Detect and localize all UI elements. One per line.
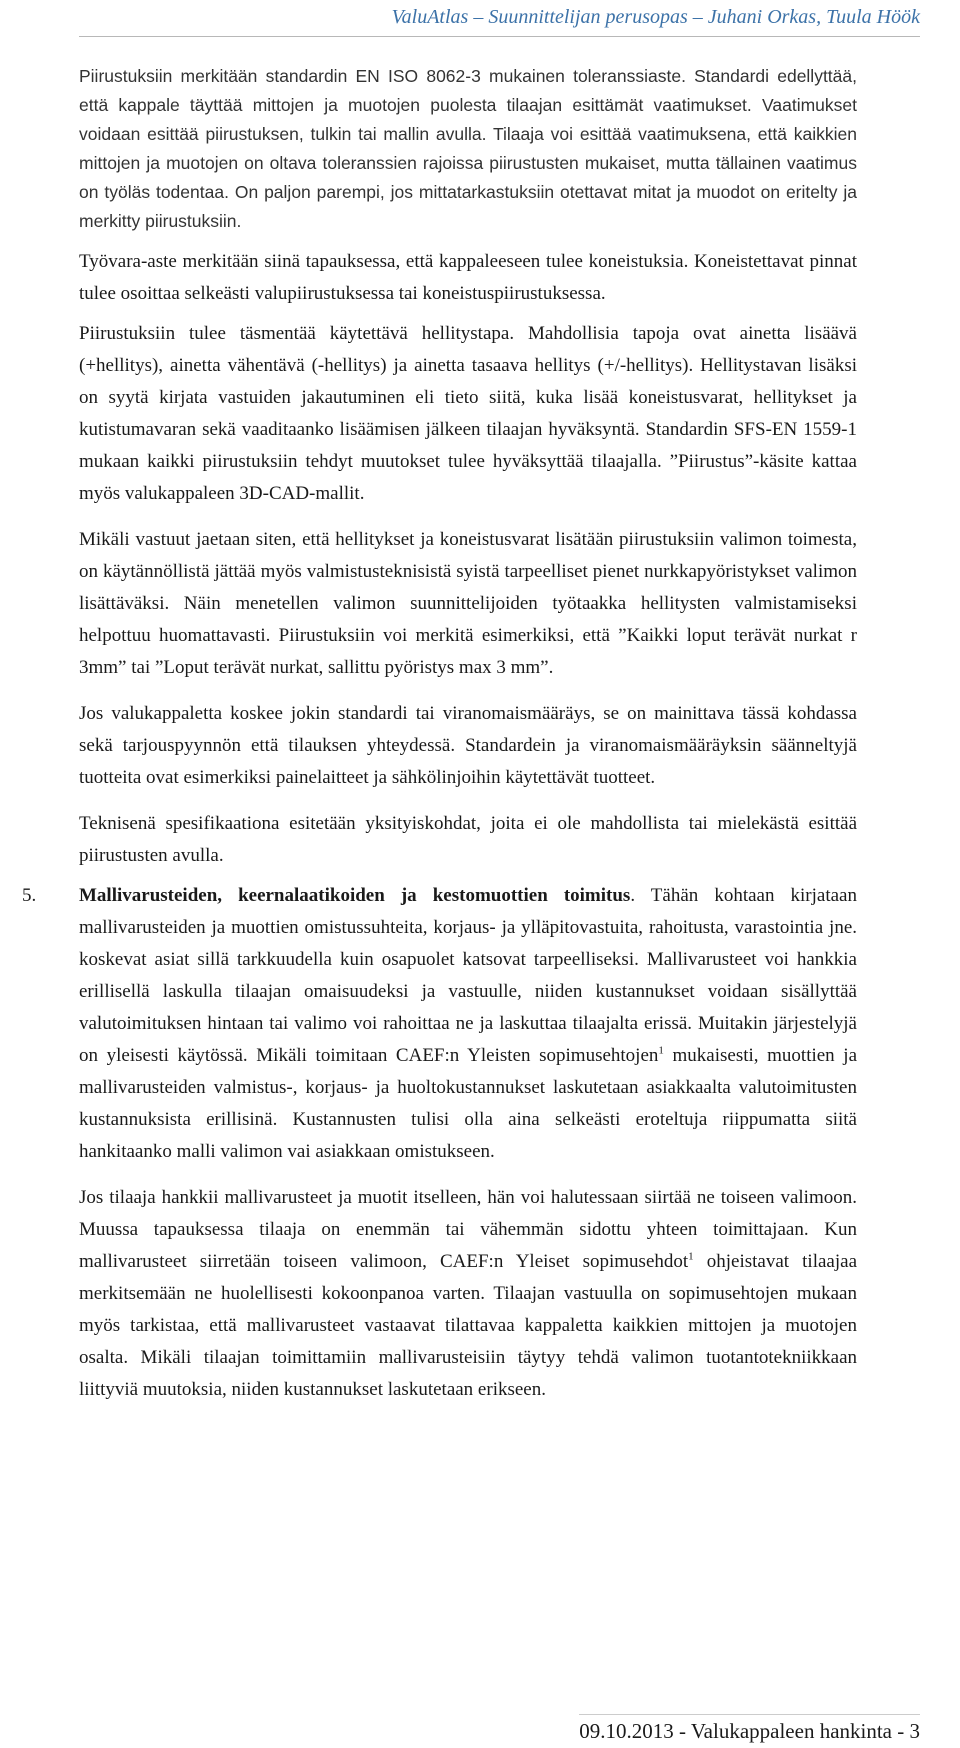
paragraph-draft: Piirustuksiin tulee täsmentää käytettävä hellitystapa. Mahdollisia tapoja ovat ainetta lisäävä (+hellitys), ainetta vähentävä (-hellitys) ja ainetta tasaava hellitys (+/-hellitys). Hellitystavan lisäksi on syytä kirjata vastuiden jakautuminen eli tieto siitä, kuka lisää koneistusvarat, hellitykset ja kutistumavaran sekä vaaditaanko lisäämisen jälkeen tilaajan hyväksyntä. Standardin SFS-EN 1559-1 mukaan kaikki piirustuksiin tehdyt muutokset tulee hyväksyttää tilaajalla. ”Piirustus”-käsite kattaa myös valukappaleen 3D-CAD-mallit. — [79, 323, 857, 504]
list-item-5 — [22, 880, 858, 1168]
footnote-ref: 1 — [658, 1044, 664, 1057]
paragraph-machining-allowance: Työvara-aste merkitään siinä tapauksessa, että kappaleeseen tulee koneistuksia. Koneistettavat pinnat tulee osoittaa selkeästi valupiirustuksessa tai koneistuspiirustuksessa. — [79, 251, 857, 304]
paragraph-text-b: ohjeistavat tilaajaa merkitsemään ne huolellisesti kokoonpanoa varten. Tilaajan vastuulla on sopimusehtojen mukaan myös tarkistaa, että mallivarusteet vastaavat tilattavaa kappaletta kaikkien mittojen ja muotojen osalta. Mikäli tilaajan toimittamiin mallivarusteisiin täytyy tehdä valimon tuotantotekniikkaan liittyviä muutoksia, niiden kustannukset laskutetaan erikseen. — [79, 1251, 857, 1400]
paragraph-pattern-transfer — [79, 1182, 857, 1406]
body-text — [22, 62, 858, 1414]
header-divider — [79, 36, 920, 37]
list-item-text-a: . Tähän kohtaan kirjataan mallivarusteiden ja muottien omistussuhteita, korjaus- ja ylläpitovastuita, rahoitusta, varastointia jne. koskevat asiat sillä tarkkuudella kuin osapuolet katsovat tarpeelliseksi. Mallivarusteet voi hankkia erillisellä laskulla tilaajan omaisuudeksi ja vastuulle, niiden kustannukset voidaan sisällyttää valutoimituksen hintaan tai valimo voi rahoittaa ne ja laskuttaa tilaajalta erissä. Muitakin järjestelyjä on yleisesti käytössä. Mikäli toimitaan CAEF:n Yleisten sopimusehtojen — [79, 885, 857, 1066]
list-item-text-b: mukaisesti, muottien ja mallivarusteiden valmistus-, korjaus- ja huoltokustannukset laskutetaan asiakkaalta valutoimitusten kustannuksista erillisinä. Kustannusten tulisi olla aina selkeästi eroteltuja riippumatta siitä hankitaanko malli valimon vai asiakkaan omistukseen. — [79, 1045, 858, 1162]
paragraph-responsibilities: Mikäli vastuut jaetaan siten, että hellitykset ja koneistusvarat lisätään piirustuksiin valimon toimesta, on käytännöllistä jättää myös valmistusteknisistä syistä tarpeelliset pienet nurkkapyöristykset valimon lisättäväksi. Näin menetellen valimon suunnittelijoiden työtaakka hellitysten valmistamiseksi helpottuu huomattavasti. Piirustuksiin voi merkitä esimerkiksi, että ”Kaikki loput terävät nurkat r 3mm” tai ”Loput terävät nurkat, sallittu pyöristys max 3 mm”. — [79, 529, 857, 678]
list-number: 5. — [22, 885, 37, 906]
list-item-title: Mallivarusteiden, keernalaatikoiden ja kestomuottien toimitus — [79, 885, 631, 906]
paragraph-standards: Jos valukappaletta koskee jokin standardi tai viranomaismääräys, se on mainittava tässä kohdassa sekä tarjouspyynnön että tilauksen yhteydessä. Standardein ja viranomaismääräyksin säänneltyjä tuotteita ovat esimerkiksi painelaitteet ja sähkölinjoihin käytettävät tuotteet. — [79, 703, 857, 788]
paragraph-technical-spec: Teknisenä spesifikaationa esitetään yksityiskohdat, joita ei ole mahdollista tai mielekästä esittää piirustusten avulla. — [79, 813, 857, 866]
paragraph-tolerance: Piirustuksiin merkitään standardin EN ISO 8062-3 mukainen toleranssiaste. Standardi edellyttää, että kappale täyttää mittojen ja muotojen puolesta tilaajan esittämät vaatimukset. Vaatimukset voidaan esittää piirustuksen, tulkin tai mallin avulla. Tilaaja voi esittää vaatimuksena, että kaikkien mittojen ja muotojen on oltava toleranssien rajoissa piirustusten mukaiset, mutta tällainen vaatimus on työläs todentaa. On paljon parempi, jos mittatarkastuksiin otettavat mitat ja muodot on eritelty ja merkitty piirustuksiin. — [79, 66, 857, 231]
page-footer: 09.10.2013 - Valukappaleen hankinta - 3 — [579, 1714, 920, 1744]
running-header: ValuAtlas – Suunnittelijan perusopas – Juhani Orkas, Tuula Höök — [391, 6, 920, 28]
paragraph-text-a: Jos tilaaja hankkii mallivarusteet ja muotit itselleen, hän voi halutessaan siirtää ne toiseen valimoon. Muussa tapauksessa tilaaja on enemmän tai vähemmän sidottu yhteen toimittajaan. Kun mallivarusteet siirretään toiseen valimoon, CAEF:n Yleiset sopimusehdot — [79, 1187, 857, 1272]
footnote-ref: 1 — [688, 1250, 694, 1263]
